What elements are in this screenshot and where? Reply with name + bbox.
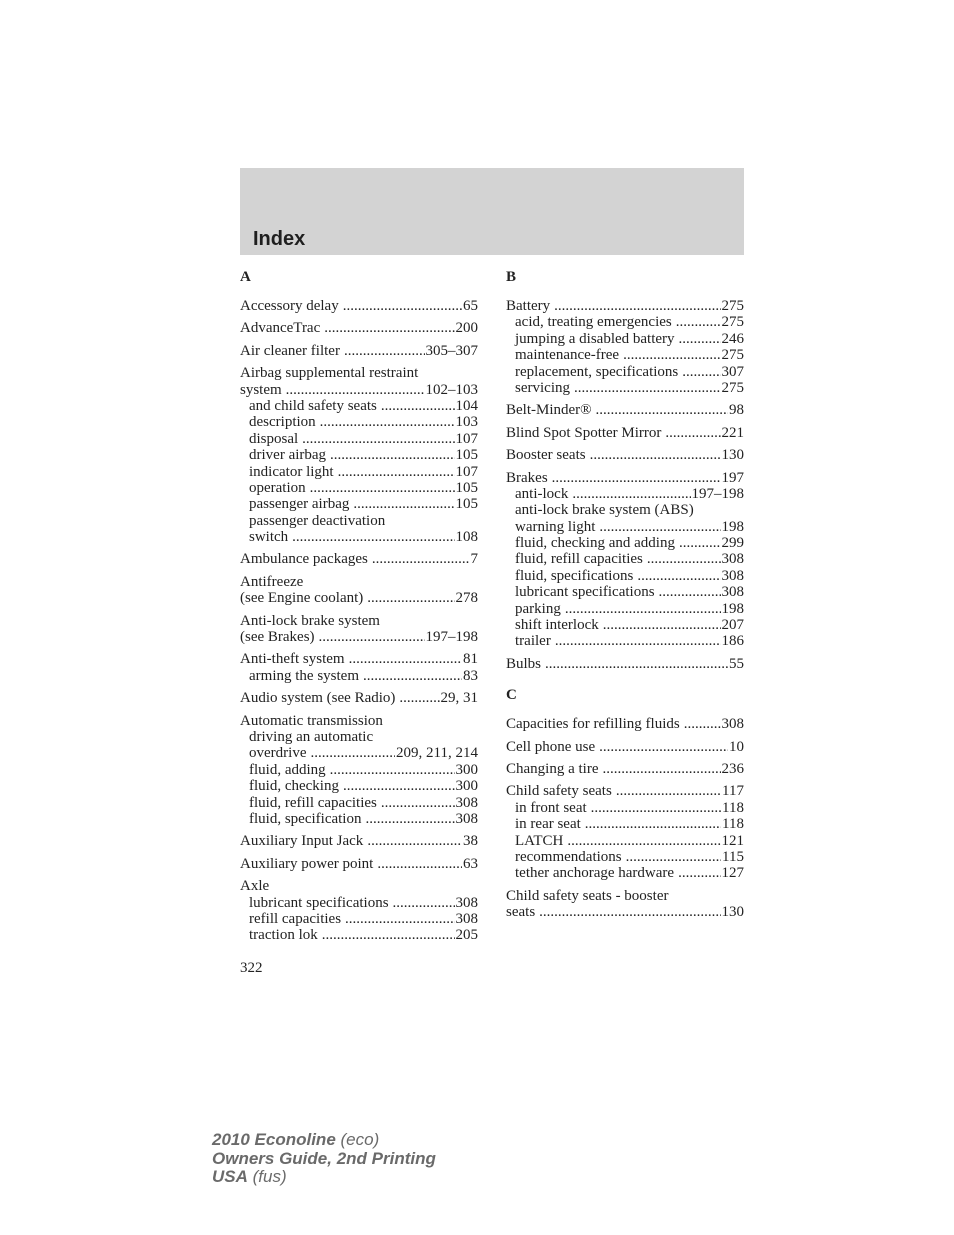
entry-page-ref: 115 <box>722 848 744 865</box>
entry-term: lubricant specifications <box>249 894 389 911</box>
entry-term: Changing a tire <box>506 760 599 777</box>
entry-term: Auxiliary power point <box>240 855 374 872</box>
index-entry <box>240 365 478 545</box>
index-subentry <box>240 895 478 911</box>
entry-term: switch <box>249 529 289 546</box>
entry-term: (see Engine coolant) <box>240 590 364 607</box>
dot-leader <box>591 800 721 816</box>
index-entry-line <box>240 343 478 359</box>
index-entry-line <box>506 739 744 755</box>
entry-page-ref: 117 <box>722 783 744 800</box>
dot-leader <box>292 529 454 545</box>
entry-term: shift interlock <box>515 617 599 634</box>
entry-page-ref: 103 <box>455 414 478 431</box>
entry-page-ref: 300 <box>455 778 478 795</box>
index-subentry <box>240 431 478 447</box>
section-letter: B <box>506 269 517 285</box>
entry-term: Anti-theft system <box>240 651 345 668</box>
dot-leader <box>319 629 425 645</box>
index-subentry <box>240 729 478 745</box>
index-subentry <box>240 398 478 414</box>
dot-leader <box>545 656 728 672</box>
index-entry-line <box>506 298 744 314</box>
entry-term: traction lok <box>249 927 318 944</box>
index-entry <box>506 656 744 672</box>
index-entry <box>240 878 478 944</box>
dot-leader <box>590 447 721 463</box>
index-subentry <box>506 347 744 363</box>
page-number: 322 <box>240 960 263 976</box>
entry-page-ref: 102–103 <box>425 381 478 398</box>
entry-term: Accessory delay <box>240 298 339 314</box>
index-subentry <box>506 535 744 551</box>
entry-term: (see Brakes) <box>240 629 315 646</box>
entry-term: maintenance-free <box>515 347 620 364</box>
index-entry-line <box>506 783 744 799</box>
index-entry-line <box>240 833 478 849</box>
index-entry-line <box>506 656 744 672</box>
index-subentry <box>506 502 744 518</box>
index-subentry <box>240 762 478 778</box>
entry-term: overdrive <box>249 745 307 762</box>
footer-market: USA <box>212 1167 248 1186</box>
index-subentry <box>506 568 744 584</box>
entry-term: Anti-lock brake system <box>240 612 380 629</box>
entry-page-ref: 221 <box>721 424 744 441</box>
entry-page-ref: 308 <box>721 584 744 601</box>
index-entry <box>240 613 478 646</box>
index-entry-line <box>506 716 744 732</box>
entry-page-ref: 275 <box>721 379 744 396</box>
entry-page-ref: 275 <box>721 314 744 331</box>
dot-leader <box>585 816 721 832</box>
page-title: Index <box>253 228 306 250</box>
dot-leader <box>365 811 454 827</box>
index-entry-line <box>506 447 744 463</box>
dot-leader <box>602 761 720 777</box>
dot-leader <box>330 762 455 778</box>
dot-leader <box>659 584 721 600</box>
index-entry-line <box>506 761 744 777</box>
entry-page-ref: 55 <box>729 655 744 672</box>
dot-leader <box>554 298 720 314</box>
index-entry <box>506 447 744 463</box>
index-subentry <box>506 816 744 832</box>
entry-term: anti-lock brake system (ABS) <box>515 502 694 519</box>
entry-page-ref: 308 <box>721 567 744 584</box>
entry-page-ref: 307 <box>721 363 744 380</box>
entry-page-ref: 121 <box>721 832 744 849</box>
index-entry <box>506 402 744 418</box>
document-footer <box>212 1131 436 1187</box>
dot-leader <box>393 895 455 911</box>
entry-term: Booster seats <box>506 447 586 464</box>
index-subentry <box>506 331 744 347</box>
entry-page-ref: 63 <box>463 855 478 872</box>
dot-leader <box>679 331 721 347</box>
entry-page-ref: 197 <box>721 469 744 486</box>
dot-leader <box>679 535 721 551</box>
dot-leader <box>572 486 690 502</box>
index-subentry <box>240 911 478 927</box>
entry-page-ref: 29, 31 <box>440 690 478 707</box>
footer-model: 2010 Econoline <box>212 1130 336 1149</box>
dot-leader <box>616 783 721 799</box>
index-subentry <box>240 668 478 684</box>
entry-page-ref: 308 <box>721 716 744 733</box>
entry-term: LATCH <box>515 832 564 849</box>
dot-leader <box>286 382 425 398</box>
dot-leader <box>381 795 455 811</box>
dot-leader <box>343 298 462 314</box>
index-entry <box>240 651 478 684</box>
dot-leader <box>623 347 720 363</box>
entry-page-ref: 65 <box>463 298 478 314</box>
dot-leader <box>353 496 454 512</box>
index-subentry <box>240 414 478 430</box>
entry-term: Airbag supplemental restraint <box>240 365 419 382</box>
index-entry <box>506 739 744 755</box>
entry-page-ref: 83 <box>463 667 478 684</box>
entry-term: in front seat <box>515 799 587 816</box>
dot-leader <box>338 464 455 480</box>
index-entry <box>506 425 744 441</box>
entry-term: arming the system <box>249 667 359 684</box>
footer-market-code: (fus) <box>252 1167 287 1186</box>
dot-leader <box>539 904 720 920</box>
index-entry-line <box>240 690 478 706</box>
entry-page-ref: 105 <box>455 479 478 496</box>
dot-leader <box>574 380 721 396</box>
index-entry <box>506 298 744 396</box>
entry-term: passenger airbag <box>249 496 350 513</box>
index-subentry <box>506 800 744 816</box>
index-entry-line <box>506 470 744 486</box>
dot-leader <box>330 447 454 463</box>
entry-term: Battery <box>506 298 551 314</box>
entry-page-ref: 275 <box>721 347 744 364</box>
entry-page-ref: 10 <box>729 738 744 755</box>
entry-term: acid, treating emergencies <box>515 314 672 331</box>
dot-leader <box>565 601 721 617</box>
index-subentry <box>506 584 744 600</box>
index-subentry <box>506 314 744 330</box>
entry-term: Blind Spot Spotter Mirror <box>506 424 662 441</box>
entry-term: parking <box>515 600 561 617</box>
index-entry <box>240 574 478 607</box>
index-subentry <box>240 464 478 480</box>
index-subentry <box>506 833 744 849</box>
dot-leader <box>344 343 425 359</box>
dot-leader <box>567 833 720 849</box>
entry-page-ref: 209, 211, 214 <box>396 745 478 762</box>
entry-term: Capacities for refilling fluids <box>506 716 680 733</box>
entry-page-ref: 308 <box>455 794 478 811</box>
entry-page-ref: 197–198 <box>691 485 744 502</box>
entry-term: anti-lock <box>515 485 569 502</box>
dot-leader <box>372 551 470 567</box>
index-subentry <box>240 513 478 529</box>
entry-page-ref: 198 <box>721 518 744 535</box>
entry-page-ref: 305–307 <box>425 342 478 359</box>
entry-page-ref: 7 <box>470 551 478 568</box>
entry-term: Auxiliary Input Jack <box>240 833 364 850</box>
index-entry-line <box>240 856 478 872</box>
dot-leader <box>320 414 455 430</box>
entry-page-ref: 108 <box>455 529 478 546</box>
entry-term: in rear seat <box>515 816 581 833</box>
entry-term: Ambulance packages <box>240 551 368 568</box>
index-entry-line <box>240 574 478 590</box>
entry-term: description <box>249 414 316 431</box>
dot-leader <box>399 690 439 706</box>
entry-term: system <box>240 381 282 398</box>
index-entry <box>240 551 478 567</box>
entry-page-ref: 130 <box>721 904 744 921</box>
index-entry-line <box>506 888 744 904</box>
entry-page-ref: 105 <box>455 447 478 464</box>
index-subentry <box>506 865 744 881</box>
index-column-right <box>506 266 744 927</box>
index-subentry <box>240 529 478 545</box>
dot-leader <box>377 856 462 872</box>
index-entry-line <box>240 713 478 729</box>
index-subentry <box>506 364 744 380</box>
entry-term: Brakes <box>506 469 548 486</box>
index-entry <box>240 320 478 336</box>
entry-term: passenger deactivation <box>249 512 386 529</box>
entry-term: fluid, refill capacities <box>515 551 643 568</box>
index-subentry <box>506 551 744 567</box>
index-subentry <box>506 519 744 535</box>
index-subentry <box>240 811 478 827</box>
index-subentry <box>240 795 478 811</box>
dot-leader <box>367 590 454 606</box>
entry-term: fluid, checking <box>249 778 339 795</box>
entry-page-ref: 275 <box>721 298 744 314</box>
index-entry <box>506 888 744 921</box>
section-letter: A <box>240 269 251 285</box>
entry-page-ref: 236 <box>721 760 744 777</box>
entry-term: trailer <box>515 633 551 650</box>
entry-page-ref: 107 <box>455 430 478 447</box>
entry-term: Cell phone use <box>506 738 596 755</box>
index-entry-line <box>240 613 478 629</box>
entry-page-ref: 104 <box>455 397 478 414</box>
entry-term: driver airbag <box>249 447 327 464</box>
index-entry <box>506 783 744 881</box>
entry-page-ref: 98 <box>729 402 744 419</box>
index-entry-line <box>506 904 744 920</box>
index-entry-line <box>240 629 478 645</box>
index-subentry <box>240 496 478 512</box>
dot-leader <box>684 716 721 732</box>
index-column-left <box>240 266 478 950</box>
entry-page-ref: 130 <box>721 447 744 464</box>
index-entry <box>506 470 744 650</box>
entry-page-ref: 118 <box>722 816 744 833</box>
entry-page-ref: 105 <box>455 496 478 513</box>
entry-page-ref: 308 <box>455 910 478 927</box>
index-entry <box>506 761 744 777</box>
index-subentry <box>506 601 744 617</box>
entry-term: tether anchorage hardware <box>515 865 675 882</box>
entry-term: servicing <box>515 379 570 396</box>
entry-term: recommendations <box>515 848 622 865</box>
dot-leader <box>596 402 728 418</box>
entry-term: Child safety seats - booster <box>506 887 669 904</box>
entry-term: and child safety seats <box>249 397 377 414</box>
dot-leader <box>363 668 462 684</box>
entry-page-ref: 107 <box>455 463 478 480</box>
index-entry-line <box>240 551 478 567</box>
dot-leader <box>324 320 454 336</box>
dot-leader <box>676 314 721 330</box>
entry-term: lubricant specifications <box>515 584 655 601</box>
dot-leader <box>381 398 455 414</box>
index-entry <box>240 833 478 849</box>
index-header-bar <box>240 168 744 255</box>
entry-page-ref: 207 <box>721 617 744 634</box>
index-entry-line <box>506 402 744 418</box>
dot-leader <box>343 778 455 794</box>
index-subentry <box>240 778 478 794</box>
entry-page-ref: 308 <box>455 810 478 827</box>
entry-term: operation <box>249 479 306 496</box>
entry-term: Axle <box>240 878 270 895</box>
index-entry-line <box>240 651 478 667</box>
entry-term: jumping a disabled battery <box>515 330 675 347</box>
dot-leader <box>302 431 454 447</box>
index-entry <box>240 298 478 314</box>
footer-model-code: (eco) <box>340 1130 380 1149</box>
dot-leader <box>665 425 720 441</box>
dot-leader <box>367 833 462 849</box>
entry-page-ref: 308 <box>455 894 478 911</box>
index-entry-line <box>506 425 744 441</box>
index-entry-line <box>240 298 478 314</box>
entry-term: Child safety seats <box>506 783 612 800</box>
entry-page-ref: 198 <box>721 600 744 617</box>
entry-page-ref: 81 <box>463 651 478 668</box>
entry-page-ref: 299 <box>721 535 744 552</box>
dot-leader <box>599 519 720 535</box>
index-subentry <box>240 927 478 943</box>
index-entry-line <box>240 878 478 894</box>
entry-page-ref: 300 <box>455 761 478 778</box>
entry-term: AdvanceTrac <box>240 320 321 337</box>
entry-term: Air cleaner filter <box>240 342 340 359</box>
entry-term: refill capacities <box>249 910 342 927</box>
dot-leader <box>647 551 721 567</box>
dot-leader <box>637 568 720 584</box>
section-letter: C <box>506 687 517 704</box>
index-subentry <box>240 447 478 463</box>
entry-term: Belt-Minder® <box>506 402 592 419</box>
index-entry-line <box>240 590 478 606</box>
entry-page-ref: 200 <box>455 320 478 337</box>
entry-page-ref: 127 <box>721 865 744 882</box>
index-entry <box>240 713 478 828</box>
entry-page-ref: 186 <box>721 633 744 650</box>
dot-leader <box>322 927 455 943</box>
entry-page-ref: 197–198 <box>425 629 478 646</box>
entry-page-ref: 246 <box>721 330 744 347</box>
entry-page-ref: 118 <box>722 799 744 816</box>
entry-page-ref: 205 <box>455 927 478 944</box>
index-entry <box>240 343 478 359</box>
dot-leader <box>599 739 728 755</box>
entry-term: Bulbs <box>506 655 542 672</box>
index-entry <box>240 690 478 706</box>
dot-leader <box>345 911 454 927</box>
entry-term: disposal <box>249 430 299 447</box>
index-subentry <box>506 486 744 502</box>
entry-term: warning light <box>515 518 596 535</box>
entry-term: fluid, refill capacities <box>249 794 377 811</box>
index-entry-line <box>240 320 478 336</box>
dot-leader <box>626 849 721 865</box>
entry-term: fluid, checking and adding <box>515 535 675 552</box>
entry-term: replacement, specifications <box>515 363 679 380</box>
index-entry-line <box>240 365 478 381</box>
index-subentry <box>506 617 744 633</box>
dot-leader <box>310 480 455 496</box>
footer-guide: Owners Guide, 2nd Printing <box>212 1148 436 1168</box>
index-subentry <box>506 380 744 396</box>
index-subentry <box>240 745 478 761</box>
entry-term: Automatic transmission <box>240 712 383 729</box>
entry-term: indicator light <box>249 463 334 480</box>
entry-term: fluid, specifications <box>515 567 634 584</box>
dot-leader <box>349 651 462 667</box>
entry-term: seats <box>506 904 536 921</box>
index-entry-line <box>240 382 478 398</box>
entry-term: fluid, adding <box>249 761 326 778</box>
dot-leader <box>682 364 720 380</box>
index-entry <box>240 856 478 872</box>
dot-leader <box>310 745 395 761</box>
index-entry <box>506 716 744 732</box>
entry-page-ref: 38 <box>463 833 478 850</box>
entry-term: fluid, specification <box>249 810 362 827</box>
index-subentry <box>506 849 744 865</box>
dot-leader <box>552 470 721 486</box>
dot-leader <box>678 865 720 881</box>
index-subentry <box>240 480 478 496</box>
entry-term: Antifreeze <box>240 573 304 590</box>
entry-term: driving an automatic <box>249 728 374 745</box>
dot-leader <box>603 617 721 633</box>
dot-leader <box>555 633 721 649</box>
index-subentry <box>506 633 744 649</box>
entry-page-ref: 308 <box>721 551 744 568</box>
entry-page-ref: 278 <box>455 590 478 607</box>
entry-term: Audio system (see Radio) <box>240 690 396 707</box>
